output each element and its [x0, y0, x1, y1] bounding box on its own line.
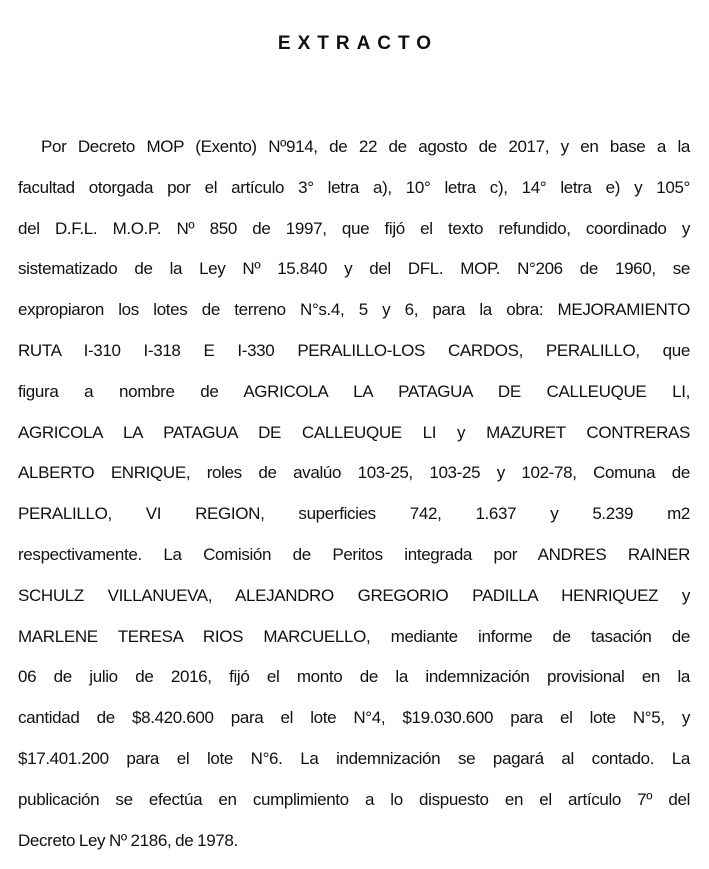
document-title: EXTRACTO — [277, 33, 439, 54]
paragraph-line: Por Decreto MOP (Exento) Nº914, de 22 de agosto de 2017, y en base a la — [41, 137, 690, 156]
paragraph-line: MARLENE TERESA RIOS MARCUELLO, mediante informe de tasación de — [18, 626, 690, 646]
paragraph-line: facultad otorgada por el artículo 3° letra a), 10° letra c), 14° letra e) y 105° — [18, 177, 690, 197]
paragraph-line: Decreto Ley Nº 2186, de 1978. — [18, 830, 238, 850]
paragraph-line: AGRICOLA LA PATAGUA DE CALLEUQUE LI y MAZURET CONTRERAS — [18, 422, 690, 442]
paragraph-line: PERALILLO, VI REGION, superficies 742, 1.637 y 5.239 m2 — [18, 504, 690, 524]
paragraph-line: RUTA I-310 I-318 E I-330 PERALILLO-LOS CARDOS, PERALILLO, que — [18, 340, 690, 360]
paragraph-line: $17.401.200 para el lote N°6. La indemnización se pagará al contado. La — [18, 748, 690, 768]
paragraph-line: ALBERTO ENRIQUE, roles de avalúo 103-25, 103-25 y 102-78, Comuna de — [18, 463, 690, 483]
paragraph-line: expropiaron los lotes de terreno N°s.4, 5 y 6, para la obra: MEJORAMIENTO — [18, 300, 690, 320]
paragraph-line: 06 de julio de 2016, fijó el monto de la indemnización provisional en la — [18, 667, 690, 687]
paragraph-line: figura a nombre de AGRICOLA LA PATAGUA DE CALLEUQUE LI, — [18, 381, 690, 401]
paragraph-line: SCHULZ VILLANUEVA, ALEJANDRO GREGORIO PADILLA HENRIQUEZ y — [18, 585, 690, 605]
paragraph-line: respectivamente. La Comisión de Peritos integrada por ANDRES RAINER — [18, 544, 690, 564]
paragraph-line: sistematizado de la Ley Nº 15.840 y del DFL. MOP. N°206 de 1960, se — [18, 259, 690, 279]
paragraph-line: cantidad de $8.420.600 para el lote N°4, $19.030.600 para el lote N°5, y — [18, 708, 690, 728]
extract-paragraph — [18, 130, 690, 864]
paragraph-line: del D.F.L. M.O.P. Nº 850 de 1997, que fijó el texto refundido, coordinado y — [18, 218, 690, 238]
paragraph-line: publicación se efectúa en cumplimiento a lo dispuesto en el artículo 7º del — [18, 789, 690, 809]
